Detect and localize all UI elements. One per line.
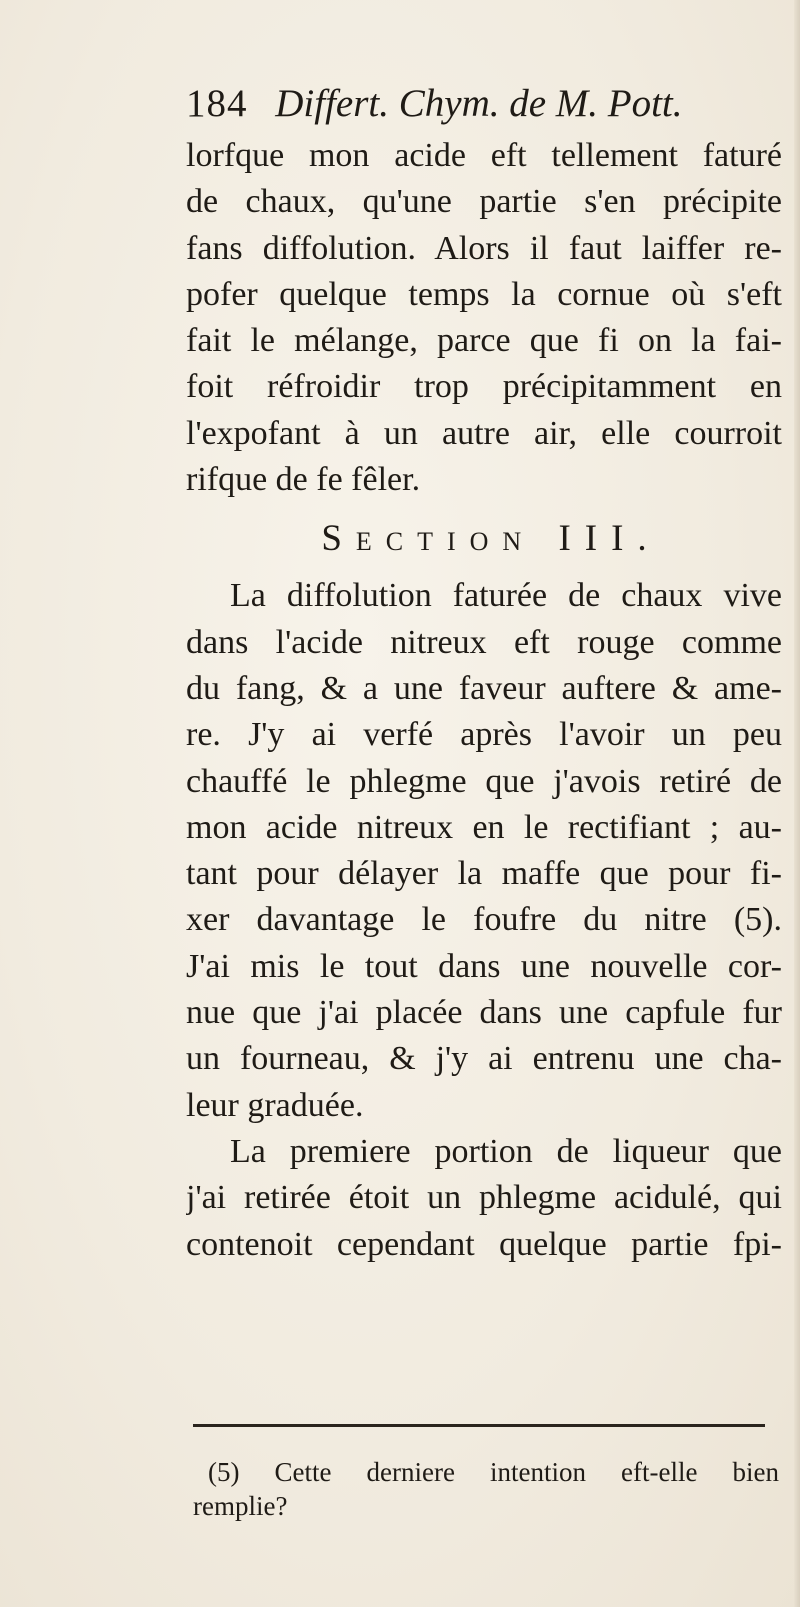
page-header <box>186 82 683 126</box>
text-line: re. J'y ai verfé après l'avoir un peu <box>186 716 782 754</box>
paragraph-liqueur <box>186 1129 782 1268</box>
text-line: nue que j'ai placée dans une capfule fur <box>186 994 782 1032</box>
paragraph-section-three <box>186 573 782 1129</box>
text-line: de chaux, qu'une partie s'en précipite <box>186 183 782 221</box>
text-line: un fourneau, & j'y ai entrenu une cha- <box>186 1040 782 1078</box>
text-line: xer davantage le foufre du nitre (5). <box>186 901 782 939</box>
text-line: rifque de fe fêler. <box>186 461 421 499</box>
footnote-rule <box>193 1424 765 1427</box>
page-edge <box>794 0 800 1607</box>
footnote-line: (5) Cette derniere intention eft-elle bien <box>208 1457 779 1487</box>
text-line: fans diffolution. Alors il faut laiffer re- <box>186 229 782 267</box>
text-line: j'ai retirée étoit un phlegme acidulé, qui <box>186 1179 782 1217</box>
footnote-line: remplie? <box>193 1491 288 1521</box>
text-line: La premiere portion de liqueur que <box>230 1132 782 1170</box>
text-line: contenoit cependant quelque partie fpi- <box>186 1225 782 1263</box>
text-line: chauffé le phlegme que j'avois retiré de <box>186 762 782 800</box>
text-line: l'expofant à un autre air, elle courroit <box>186 414 782 452</box>
text-line: foit réfroidir trop précipitamment en <box>186 368 782 406</box>
text-line: leur graduée. <box>186 1086 364 1124</box>
text-line: lorfque mon acide eft tellement faturé <box>186 137 782 174</box>
page-number: 184 <box>186 82 248 125</box>
paragraph-continuation <box>186 133 782 503</box>
text-line: tant pour délayer la maffe que pour fi- <box>186 855 782 893</box>
running-title: Differt. Chym. de M. Pott. <box>275 82 683 125</box>
text-line: La diffolution faturée de chaux vive <box>230 577 782 615</box>
text-line: J'ai mis le tout dans une nouvelle cor- <box>186 947 782 985</box>
text-line: dans l'acide nitreux eft rouge comme <box>186 623 782 661</box>
main-text <box>186 133 782 1268</box>
footnote <box>193 1455 779 1523</box>
section-heading: Section III. <box>321 518 661 560</box>
text-line: du fang, & a une faveur auftere & ame- <box>186 669 782 707</box>
text-line: pofer quelque temps la cornue où s'eft <box>186 275 782 313</box>
text-line: fait le mélange, parce que fi on la fai- <box>186 322 782 360</box>
text-line: mon acide nitreux en le rectifiant ; au- <box>186 808 782 846</box>
